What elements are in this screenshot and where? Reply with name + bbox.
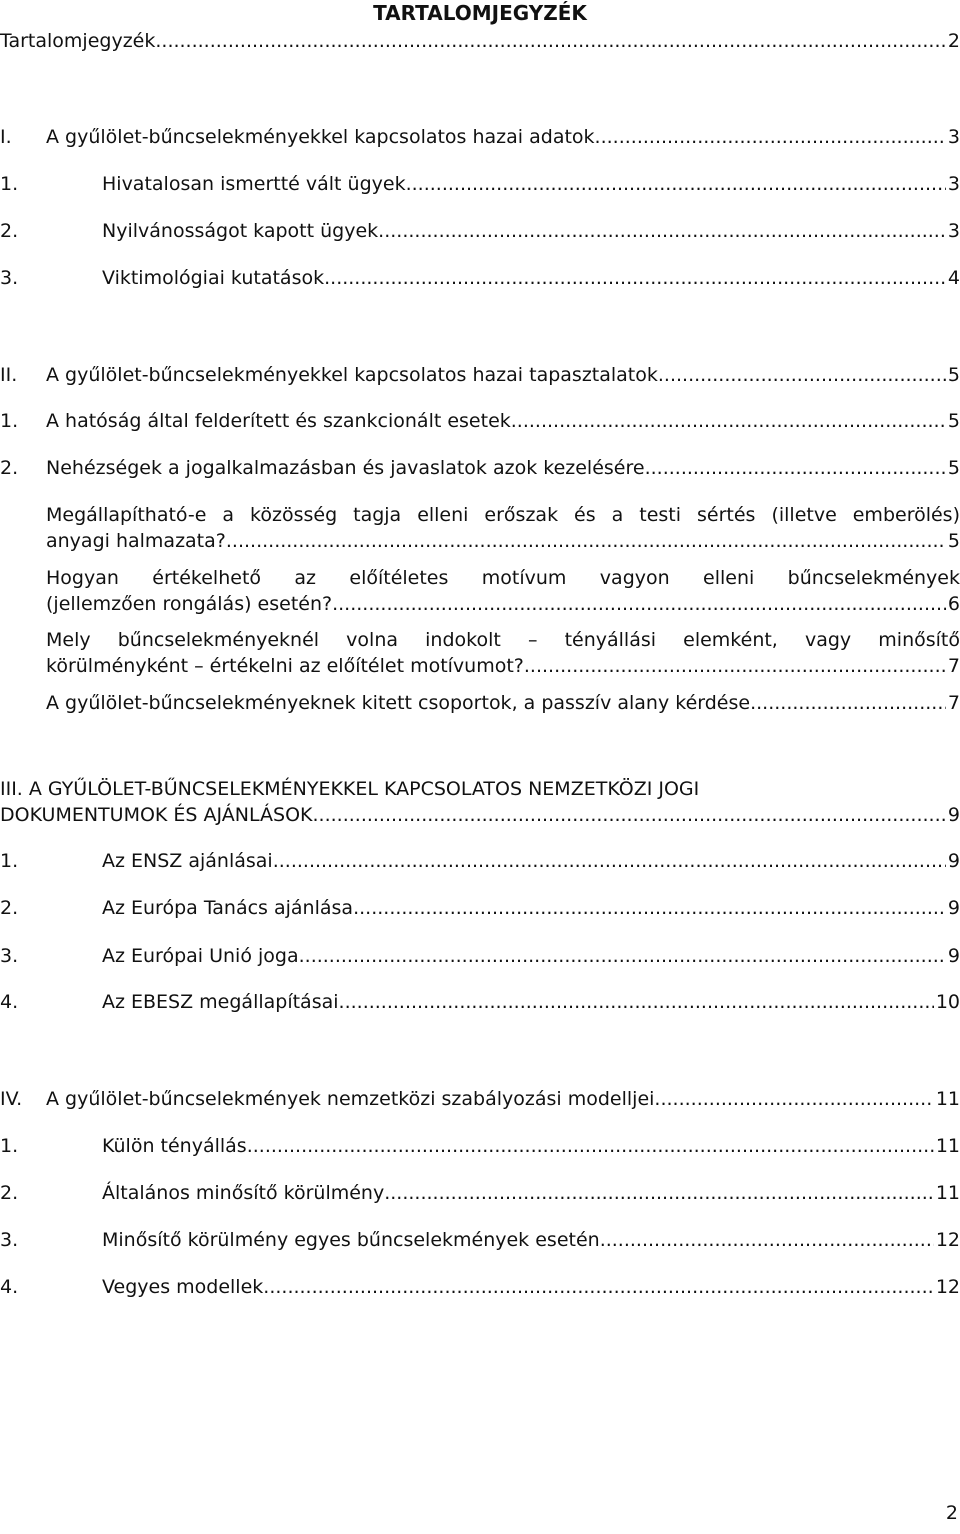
toc-page: 5 <box>947 457 960 479</box>
toc-entry[interactable] <box>0 455 960 481</box>
toc-entry-text: Az ENSZ ajánlásai <box>102 850 273 872</box>
toc-entry[interactable] <box>0 802 960 828</box>
toc-number: 4. <box>0 1276 19 1298</box>
toc-number: 1. <box>0 410 19 432</box>
toc-leader <box>658 362 946 388</box>
toc-entry[interactable] <box>0 1227 960 1253</box>
toc-entry[interactable] <box>46 690 960 716</box>
toc-page: 7 <box>947 692 960 714</box>
toc-page: 12 <box>935 1229 960 1251</box>
toc-leader <box>406 171 946 197</box>
toc-entry[interactable] <box>0 943 960 969</box>
toc-page: 5 <box>947 410 960 432</box>
toc-entry[interactable] <box>0 1274 960 1300</box>
toc-page: 11 <box>935 1135 960 1157</box>
toc-number: II. <box>0 364 18 386</box>
toc-page: 10 <box>935 991 960 1013</box>
toc-number: 2. <box>0 897 19 919</box>
toc-entry[interactable] <box>0 218 960 244</box>
toc-entry[interactable] <box>46 591 960 617</box>
toc-page: 5 <box>947 530 960 552</box>
toc-entry-text-line2: DOKUMENTUMOK ÉS AJÁNLÁSOK <box>0 804 313 826</box>
toc-entry-text: A gyűlölet-bűncselekményekkel kapcsolatos hazai adatok <box>46 126 595 148</box>
toc-page: 9 <box>947 897 960 919</box>
toc-entry[interactable] <box>0 1086 960 1112</box>
toc-leader <box>339 989 934 1015</box>
toc-entry-text: Az EBESZ megállapításai <box>102 991 339 1013</box>
toc-leader <box>247 1133 934 1159</box>
toc-leader <box>273 848 946 874</box>
toc-number: IV. <box>0 1088 23 1110</box>
toc-entry-text: Az Európai Unió joga <box>102 945 299 967</box>
toc-leader <box>595 124 946 150</box>
toc-number: 4. <box>0 991 19 1013</box>
toc-page: 7 <box>947 655 960 677</box>
toc-leader <box>155 28 946 54</box>
toc-page: 9 <box>947 804 960 826</box>
toc-leader <box>645 455 946 481</box>
toc-entry[interactable] <box>0 362 960 388</box>
toc-entry[interactable] <box>0 408 960 434</box>
toc-number: 3. <box>0 945 19 967</box>
toc-leader <box>324 265 946 291</box>
toc-leader <box>313 802 946 828</box>
toc-leader <box>600 1227 934 1253</box>
toc-page: 3 <box>947 173 960 195</box>
toc-number: 1. <box>0 850 19 872</box>
toc-entry-text: A gyűlölet-bűncselekmények nemzetközi szabályozási modelljei <box>46 1088 655 1110</box>
toc-entry-text: A gyűlölet-bűncselekményekkel kapcsolatos hazai tapasztalatok <box>46 364 658 386</box>
toc-leader <box>263 1274 934 1300</box>
toc-entry-text-line2: (jellemzően rongálás) esetén? <box>46 593 333 615</box>
toc-entry-text: Az Európa Tanács ajánlása <box>102 897 354 919</box>
toc-entry[interactable] <box>46 653 960 679</box>
toc-leader <box>750 690 946 716</box>
toc-page: 3 <box>947 220 960 242</box>
toc-leader <box>511 408 946 434</box>
toc-entry-text: Vegyes modellek <box>102 1276 264 1298</box>
toc-page: 12 <box>935 1276 960 1298</box>
toc-number: 2. <box>0 220 19 242</box>
toc-entry[interactable] <box>0 28 960 54</box>
toc-leader <box>384 1180 934 1206</box>
toc-entry-text: Nehézségek a jogalkalmazásban és javaslatok azok kezelésére <box>46 457 645 479</box>
toc-page: 11 <box>935 1182 960 1204</box>
toc-entry-text: Külön tényállás <box>102 1135 247 1157</box>
toc-leader <box>353 895 946 921</box>
toc-entry[interactable] <box>0 124 960 150</box>
toc-leader <box>524 653 946 679</box>
toc-entry[interactable] <box>0 1180 960 1206</box>
toc-entry-text: Általános minősítő körülmény <box>102 1182 385 1204</box>
toc-entry-text: Tartalomjegyzék <box>0 30 156 52</box>
toc-number: I. <box>0 126 12 148</box>
toc-number: 1. <box>0 173 19 195</box>
toc-leader <box>299 943 946 969</box>
toc-entry-text: A hatóság által felderített és szankcionált esetek <box>46 410 511 432</box>
toc-page: 2 <box>947 30 960 52</box>
toc-leader <box>654 1086 933 1112</box>
toc-page: 9 <box>947 945 960 967</box>
toc-entry[interactable] <box>46 528 960 554</box>
toc-number: 3. <box>0 1229 19 1251</box>
toc-entry-text-line1[interactable]: Hogyan értékelhető az előítéletes motívum vagyon elleni bűncselekmények <box>46 567 960 589</box>
toc-entry-text-line1[interactable]: Mely bűncselekményeknél volna indokolt – tényállási elemként, vagy minősítő <box>46 629 960 651</box>
toc-entry-text: A gyűlölet-bűncselekményeknek kitett csoportok, a passzív alany kérdése <box>46 692 751 714</box>
toc-entry[interactable] <box>0 895 960 921</box>
toc-number: 2. <box>0 1182 19 1204</box>
toc-page: 6 <box>947 593 960 615</box>
toc-page: 3 <box>947 126 960 148</box>
toc-entry[interactable] <box>0 265 960 291</box>
toc-entry-text-line1[interactable]: Megállapítható-e a közösség tagja elleni erőszak és a testi sértés (illetve emberölés) <box>46 504 960 526</box>
toc-entry-text: Hivatalosan ismertté vált ügyek <box>102 173 406 195</box>
toc-entry-text: Nyilvánosságot kapott ügyek <box>102 220 379 242</box>
toc-entry-text: Minősítő körülmény egyes bűncselekmények esetén <box>102 1229 600 1251</box>
toc-number: 2. <box>0 457 19 479</box>
toc-entry[interactable] <box>0 1133 960 1159</box>
toc-page: 11 <box>935 1088 960 1110</box>
toc-entry[interactable] <box>0 848 960 874</box>
toc-number: 1. <box>0 1135 19 1157</box>
toc-entry[interactable] <box>0 989 960 1015</box>
toc-leader <box>378 218 946 244</box>
toc-entry-text: Viktimológiai kutatások <box>102 267 325 289</box>
toc-page: 9 <box>947 850 960 872</box>
toc-leader <box>226 528 946 554</box>
toc-entry-text-line1[interactable]: III. A GYŰLÖLET-BŰNCSELEKMÉNYEKKEL KAPCSOLATOS NEMZETKÖZI JOGI <box>0 778 700 800</box>
toc-entry[interactable] <box>0 171 960 197</box>
toc-entry-text-line2: körülményként – értékelni az előítélet motívumot? <box>46 655 524 677</box>
toc-entry-text-line2: anyagi halmazata? <box>46 530 226 552</box>
page-number: 2 <box>945 1502 958 1524</box>
toc-page: 5 <box>947 364 960 386</box>
toc-title: TARTALOMJEGYZÉK <box>373 1 587 25</box>
toc-leader <box>332 591 946 617</box>
toc-page: 4 <box>947 267 960 289</box>
toc-number: 3. <box>0 267 19 289</box>
